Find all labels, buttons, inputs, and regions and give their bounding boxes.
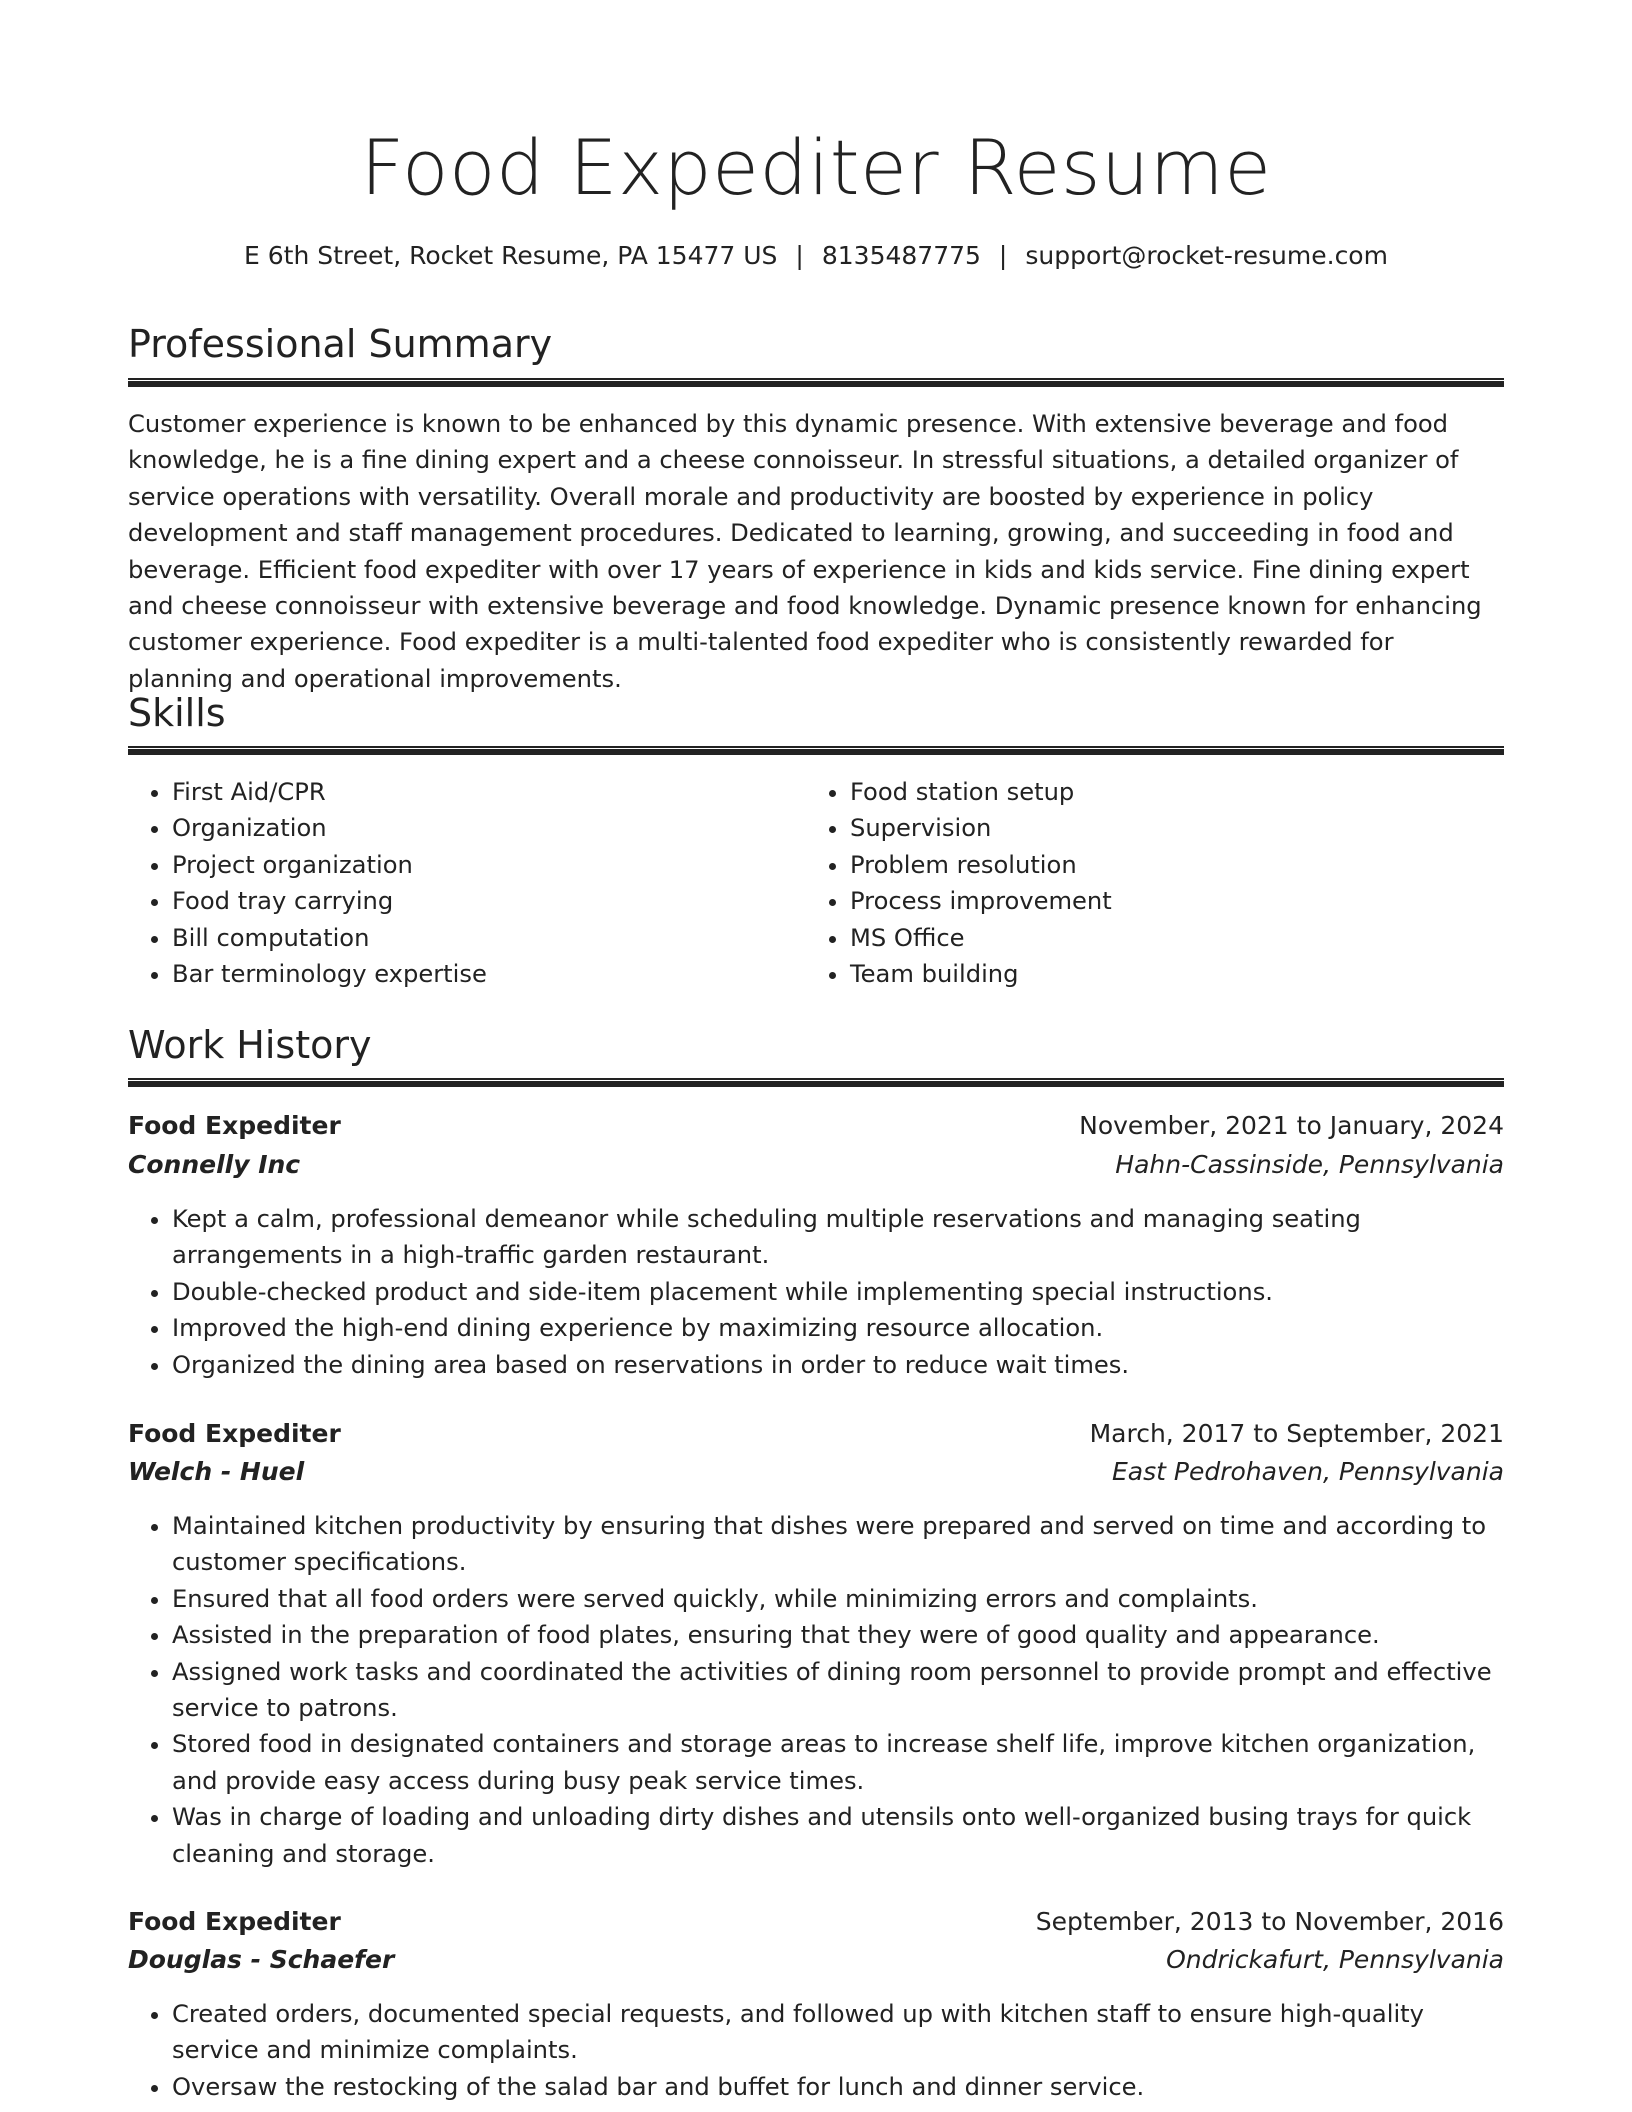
job-title: Food Expediter <box>128 1111 341 1140</box>
job-bullets <box>128 1508 1504 1872</box>
summary-divider <box>128 378 1504 387</box>
job-bullet: • Was in charge of loading and unloading dirty dishes and utensils onto well-organized busing trays for quick cleaning and storage. <box>172 1799 1504 1872</box>
job-location: Hahn-Cassinside, Pennsylvania <box>1115 1150 1504 1179</box>
job-bullet: • Improved the high-end dining experience by maximizing resource allocation. <box>172 1310 1504 1346</box>
job-bullet: • Assisted in the preparation of food plates, ensuring that they were of good quality and appearance. <box>172 1617 1504 1653</box>
skill-item: • Bar terminology expertise <box>172 956 806 992</box>
skill-item: • Food tray carrying <box>172 883 806 919</box>
job-bullet: • Double-checked product and side-item placement while implementing special instructions. <box>172 1274 1504 1310</box>
skills-list <box>128 774 1504 992</box>
job-dates: September, 2013 to November, 2016 <box>1035 1907 1504 1936</box>
work-divider <box>128 1078 1504 1087</box>
job-bullet: • Oversaw the restocking of the salad bar and buffet for lunch and dinner service. <box>172 2069 1504 2105</box>
skills-divider <box>128 746 1504 755</box>
job-bullets <box>128 1996 1504 2105</box>
contact-separator: | <box>795 241 804 270</box>
job-dates: March, 2017 to September, 2021 <box>1089 1419 1504 1448</box>
job-company: Welch - Huel <box>128 1457 305 1486</box>
contact-email: support@rocket-resume.com <box>1025 241 1388 270</box>
skill-item: • Bill computation <box>172 920 806 956</box>
job-location: East Pedrohaven, Pennsylvania <box>1111 1457 1504 1486</box>
contact-line <box>128 238 1504 274</box>
job-bullet: • Maintained kitchen productivity by ensuring that dishes were prepared and served on time and according to customer specifications. <box>172 1508 1504 1581</box>
job-bullet: • Organized the dining area based on reservations in order to reduce wait times. <box>172 1347 1504 1383</box>
skill-item: • Supervision <box>850 810 1484 846</box>
job-bullet: • Stored food in designated containers and storage areas to increase shelf life, improve kitchen organization, and provide easy access during busy peak service times. <box>172 1726 1504 1799</box>
job-company: Connelly Inc <box>128 1150 301 1179</box>
job-bullet: • Assigned work tasks and coordinated the activities of dining room personnel to provide prompt and effective service to patrons. <box>172 1654 1504 1727</box>
skill-item: • Project organization <box>172 847 806 883</box>
job-title: Food Expediter <box>128 1419 341 1448</box>
job-company: Douglas - Schaefer <box>128 1945 395 1974</box>
skill-item: • Organization <box>172 810 806 846</box>
skill-item: • MS Office <box>850 920 1484 956</box>
job-bullet: • Created orders, documented special requests, and followed up with kitchen staff to ensure high-quality service and minimize complaints. <box>172 1996 1504 2069</box>
job-location: Ondrickafurt, Pennsylvania <box>1166 1945 1504 1974</box>
work-heading: Work History <box>128 1023 372 1067</box>
skill-item: • Food station setup <box>850 774 1484 810</box>
contact-separator: | <box>998 241 1008 270</box>
skills-column-right <box>806 774 1484 992</box>
contact-phone: 8135487775 <box>821 241 981 270</box>
skill-item: • Team building <box>850 956 1484 992</box>
job-dates: November, 2021 to January, 2024 <box>1079 1111 1504 1140</box>
resume-title: Food Expediter Resume <box>360 123 1272 212</box>
summary-heading: Professional Summary <box>128 322 553 366</box>
job-bullet: • Kept a calm, professional demeanor while scheduling multiple reservations and managing seating arrangements in a high-traffic garden restaurant. <box>172 1201 1504 1274</box>
skill-item: • First Aid/CPR <box>172 774 806 810</box>
summary-text: Customer experience is known to be enhanced by this dynamic presence. With extensive beverage and food knowledge, he is a fine dining expert and a cheese connoisseur. In stressful situations, a detailed organizer of service operations with versatility. Overall morale and productivity are boosted by experience in policy development and staff management procedures. Dedicated to learning, growing, and succeeding in food and beverage. Efficient food expediter with over 17 years of experience in kids and kids service. Fine dining expert and cheese connoisseur with extensive beverage and food knowledge. Dynamic presence known for enhancing customer experience. Food expediter is a multi-talented food expediter who is consistently rewarded for planning and operational improvements. <box>128 410 1482 693</box>
skills-heading: Skills <box>128 691 226 735</box>
contact-address: E 6th Street, Rocket Resume, PA 15477 US <box>244 241 778 270</box>
skill-item: • Process improvement <box>850 883 1484 919</box>
skills-column-left <box>128 774 806 992</box>
job-bullets <box>128 1201 1504 1383</box>
job-bullet: • Ensured that all food orders were served quickly, while minimizing errors and complaints. <box>172 1581 1504 1617</box>
skill-item: • Problem resolution <box>850 847 1484 883</box>
job-title: Food Expediter <box>128 1907 341 1936</box>
